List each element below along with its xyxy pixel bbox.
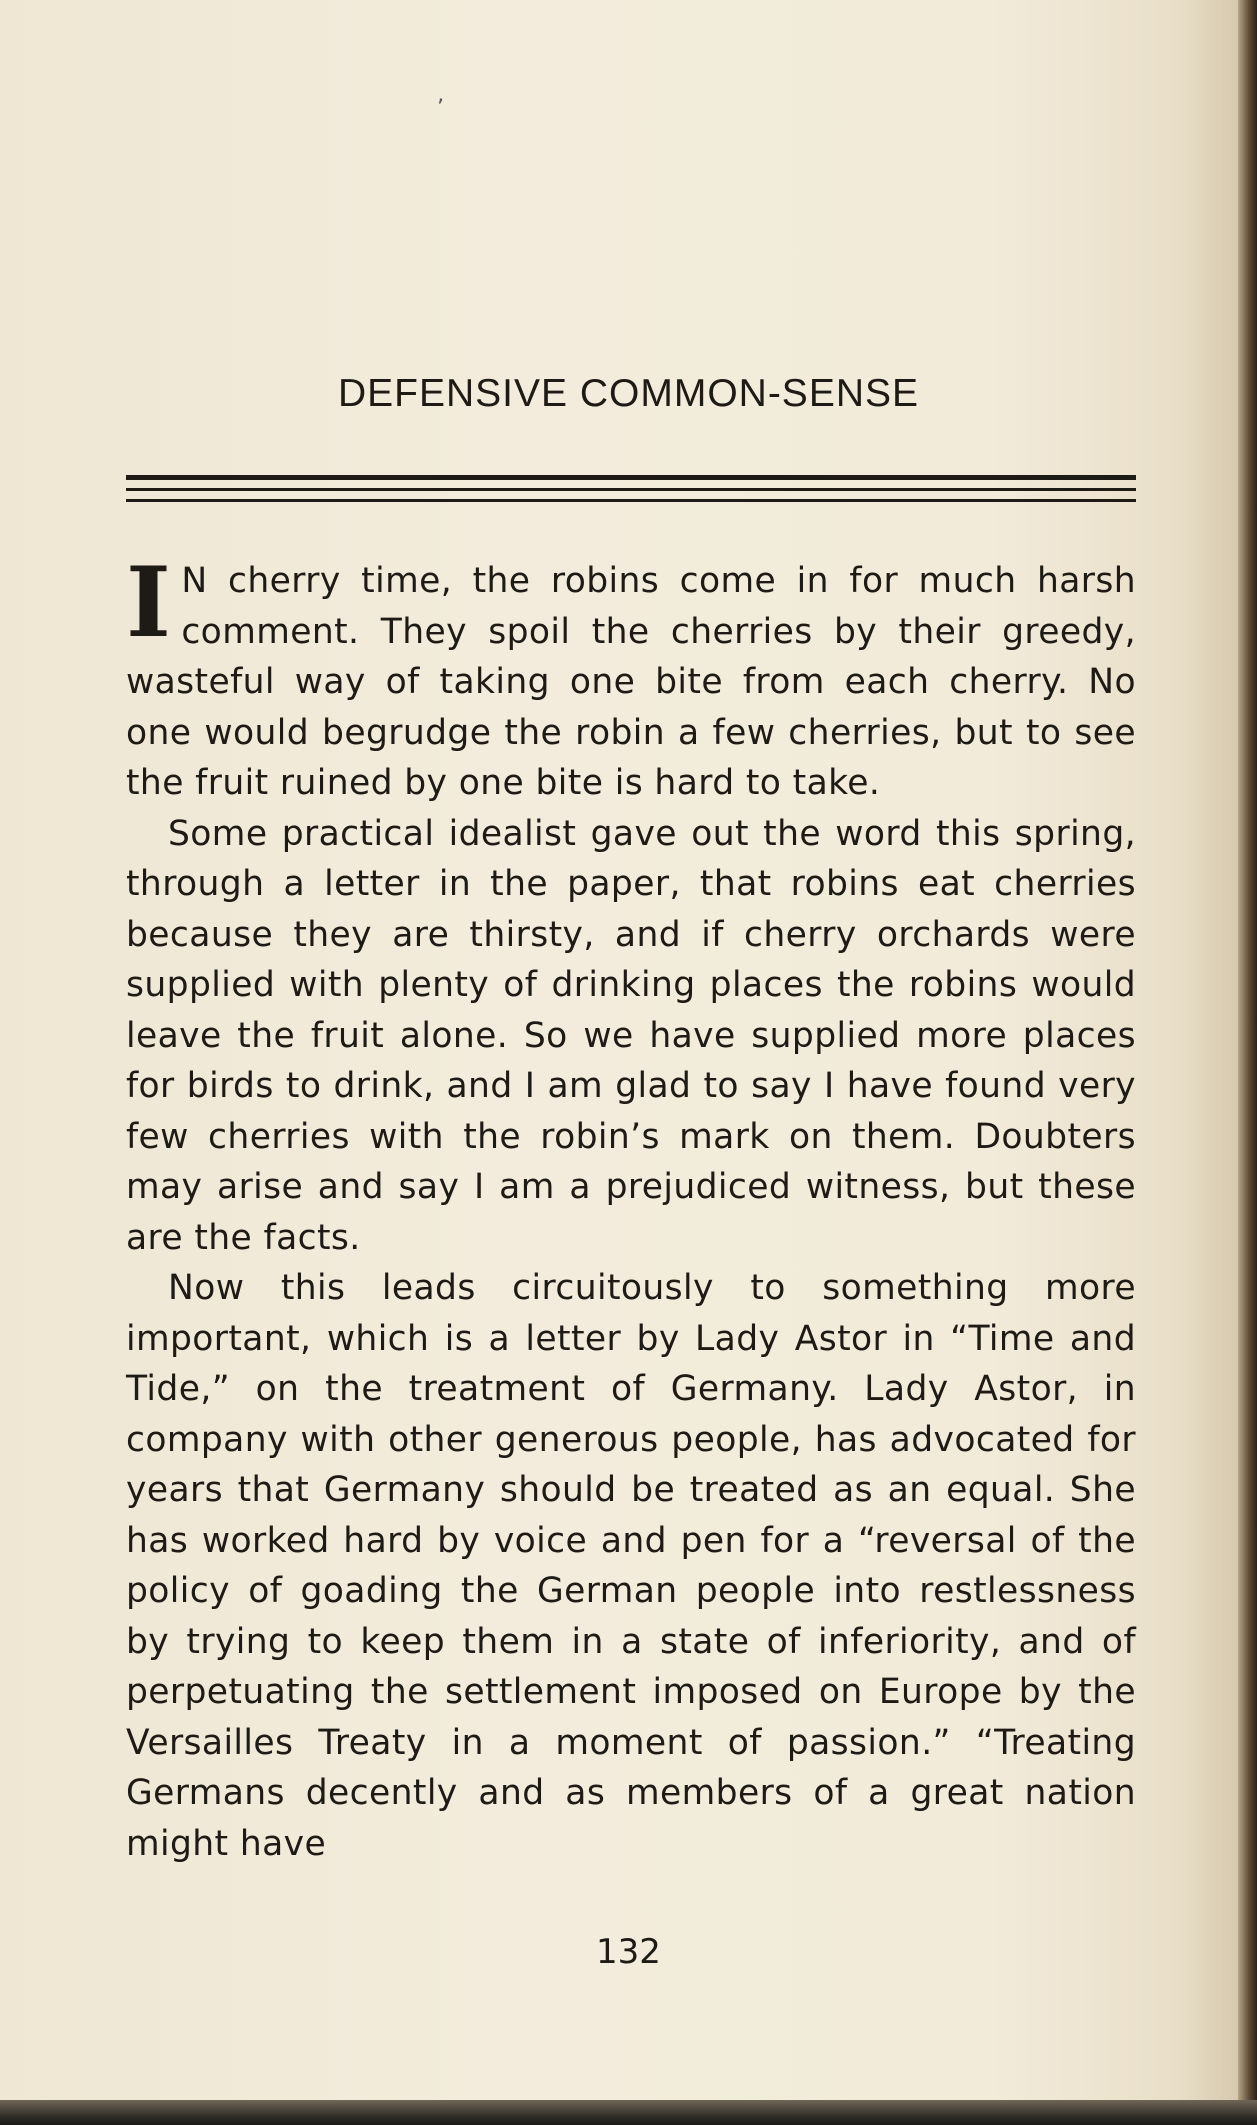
body-text [126,546,1136,1869]
chapter-title: DEFENSIVE COMMON-SENSE [337,372,920,415]
paragraph-2: Some practical idealist gave out the word this spring, through a letter in the paper, that robins eat cherries because they are thirsty, and if cherry orchards were supplied with plenty of drinking places the robins would leave the fruit alone. So we have supplied more places for birds to drink, and I am glad to say I have found very few cherries with the robin’s mark on them. Doubters may arise and say I am a prejudiced witness, but these are the facts. [126,813,1136,1258]
paragraph-3: Now this leads circuitously to something more important, which is a letter by Lady Astor in “Time and Tide,” on the treatment of Germany. Lady Astor, in company with other generous people, has advocated for years that Germany should be treated as an equal. She has worked hard by voice and pen for a “reversal of the policy of goading the German people into restlessness by trying to keep them in a state of inferiority, and of perpetuating the settlement imposed on Europe by the Versailles Treaty in a moment of passion.” “Treating Germans decently and as members of a great nation might have [126,1268,1136,1864]
page-mark: ’ [437,96,444,121]
paragraph-1 [126,546,1136,809]
paragraph-text: N cherry time, the robins come in for much harsh comment. They spoil the cherries by their greedy, wasteful way of taking one bite from each cherry. No one would begrudge the robin a few cherries, but to see the fruit ruined by one bite is hard to take. [126,561,1136,803]
drop-cap: I [126,546,172,659]
title-rules [126,475,1136,502]
book-spine-edge [1238,0,1257,2125]
rule-line [126,475,1136,480]
rule-line [126,488,1136,491]
rule-line [126,499,1136,502]
page-number: 132 [596,1932,661,1972]
book-bottom-edge [0,2100,1257,2125]
